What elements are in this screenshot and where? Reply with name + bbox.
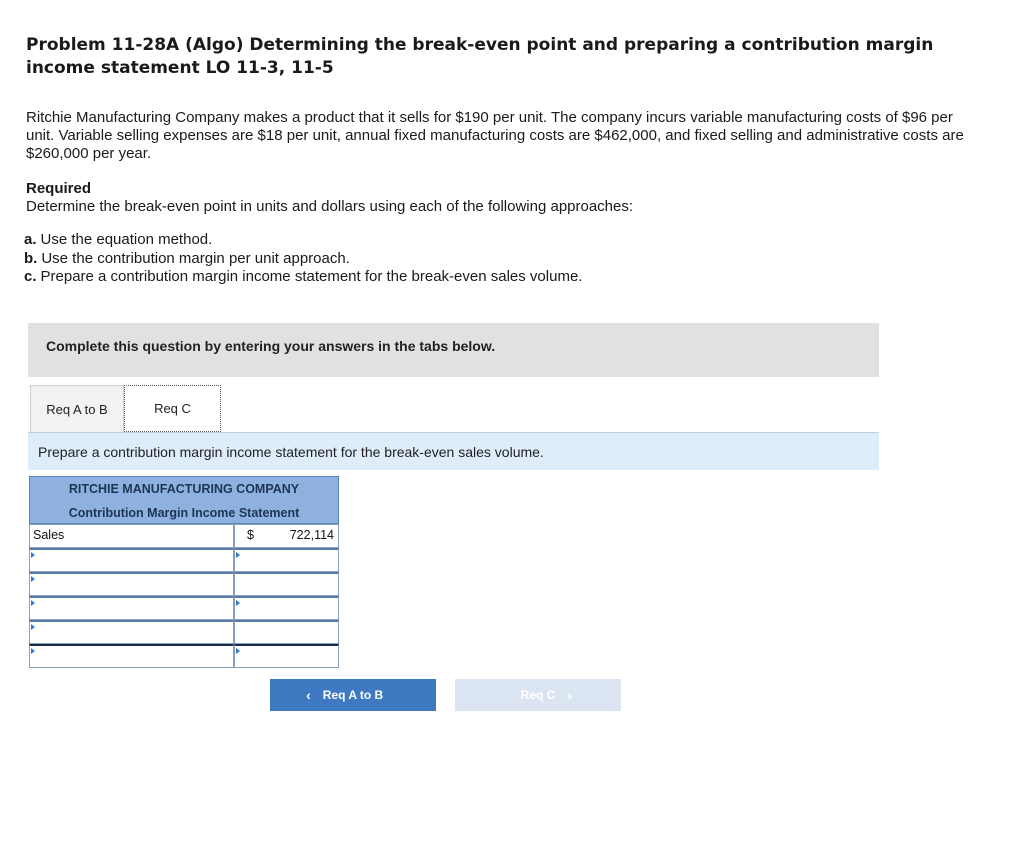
row-amount-input[interactable]: [234, 524, 339, 548]
row-label-input[interactable]: [29, 572, 234, 596]
input-marker-icon: [31, 624, 35, 630]
row-label-input[interactable]: [29, 620, 234, 644]
row-amount-input[interactable]: [234, 620, 339, 644]
tab-req-a-to-b[interactable]: [30, 385, 124, 432]
table-row: [29, 596, 339, 620]
row-amount-input[interactable]: [234, 548, 339, 572]
table-row: [29, 620, 339, 644]
part-text: Use the contribution margin per unit approach.: [41, 249, 350, 267]
required-text: Determine the break-even point in units and dollars using each of the following approaches:: [26, 198, 634, 215]
chevron-right-icon: ›: [567, 687, 572, 703]
instructions-banner: [28, 323, 879, 377]
row-amount-input[interactable]: [234, 572, 339, 596]
currency-symbol: $: [247, 528, 254, 542]
part-text: Prepare a contribution margin income statement for the break-even sales volume.: [40, 268, 583, 285]
tab-label: Req A to B: [46, 401, 108, 417]
tab-instruction: [28, 432, 879, 470]
row-amount: 722,114: [289, 528, 334, 542]
chevron-left-icon: ‹: [306, 687, 311, 703]
next-tab-button[interactable]: [455, 679, 621, 711]
tab-label: Req C: [154, 401, 191, 416]
part-letter: c.: [24, 268, 37, 285]
table-row: [29, 548, 339, 572]
input-marker-icon: [236, 600, 240, 606]
table-row: [29, 572, 339, 596]
part-letter: a.: [24, 231, 37, 248]
tab-req-c[interactable]: [124, 385, 221, 432]
row-label-input[interactable]: [29, 644, 234, 668]
income-statement-table: [29, 476, 339, 668]
next-button-label: Req C: [520, 688, 556, 702]
input-marker-icon: [236, 552, 240, 558]
part-b: [24, 250, 582, 269]
row-label: Sales: [33, 528, 65, 542]
banner-text: Complete this question by entering your answers in the tabs below.: [46, 338, 496, 354]
input-marker-icon: [31, 576, 35, 582]
table-row: [29, 524, 339, 548]
required-heading: Required: [26, 180, 92, 197]
problem-title: Problem 11-28A (Algo) Determining the break-even point and preparing a contribution margin income statement LO 11-3, 11-5: [26, 35, 934, 78]
part-a: [24, 231, 582, 250]
instruction-text: Prepare a contribution margin income statement for the break-even sales volume.: [38, 444, 544, 460]
problem-intro: Ritchie Manufacturing Company makes a product that it sells for $190 per unit. The company incurs variable manufacturing costs of $96 per unit. Variable selling expenses are $18 per unit, annual fixed manufacturing costs are $462,000, and fixed selling and administrative costs are $260,000 per year.: [26, 109, 964, 162]
table-row: [29, 644, 339, 668]
input-marker-icon: [31, 552, 35, 558]
statement-title: Contribution Margin Income Statement: [68, 506, 300, 520]
row-label-input[interactable]: [29, 548, 234, 572]
company-name: RITCHIE MANUFACTURING COMPANY: [68, 482, 300, 496]
row-amount-input[interactable]: [234, 596, 339, 620]
row-amount-input[interactable]: [234, 644, 339, 668]
part-letter: b.: [24, 249, 38, 267]
part-text: Use the equation method.: [40, 231, 213, 248]
statement-header: [29, 476, 339, 524]
prev-tab-button[interactable]: [270, 679, 436, 711]
row-label-input[interactable]: [29, 596, 234, 620]
row-label-input[interactable]: [29, 524, 234, 548]
input-marker-icon: [31, 648, 35, 654]
required-parts-list: [24, 231, 582, 287]
prev-button-label: Req A to B: [322, 688, 384, 702]
input-marker-icon: [31, 600, 35, 606]
part-c: [24, 268, 582, 287]
input-marker-icon: [236, 648, 240, 654]
